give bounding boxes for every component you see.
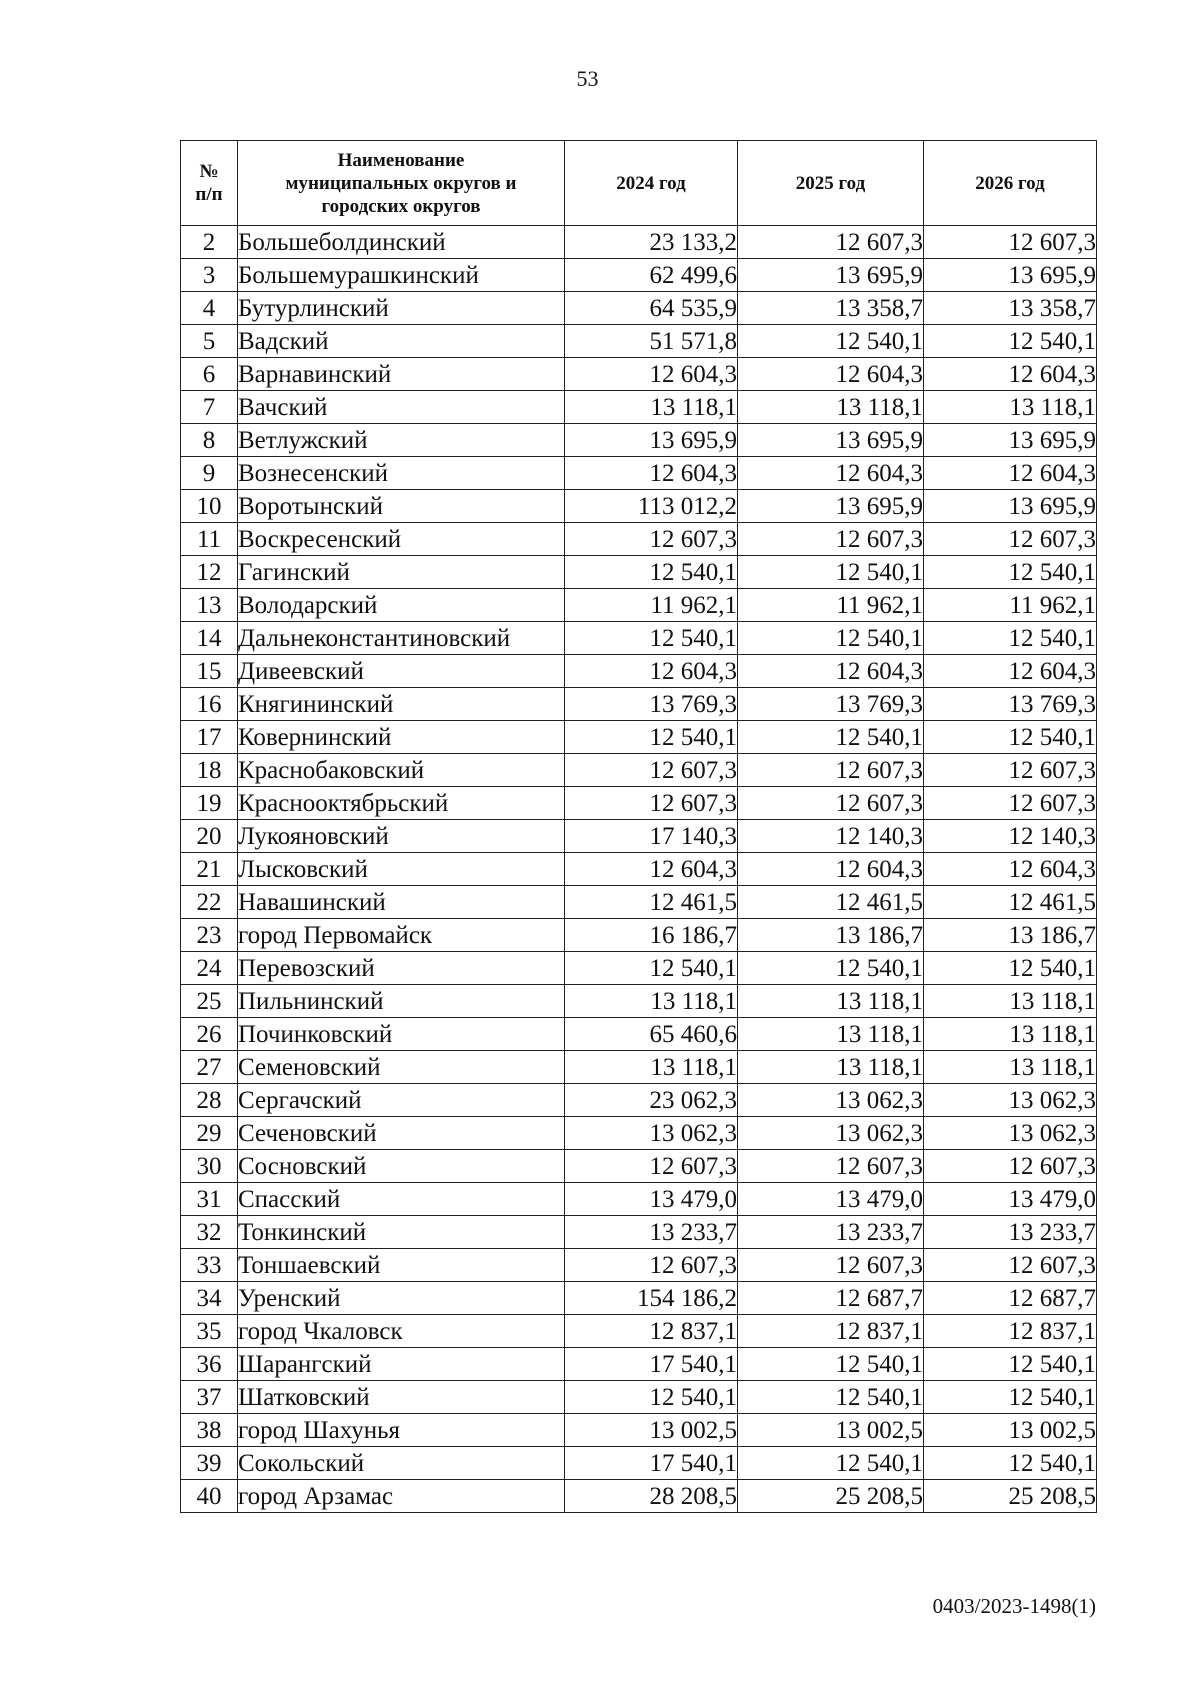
municipality-name-cell: Володарский bbox=[238, 589, 565, 622]
table-row bbox=[181, 787, 1097, 820]
municipality-name-cell: Лукояновский bbox=[238, 820, 565, 853]
value-2025-cell: 13 695,9 bbox=[738, 424, 924, 457]
row-number-cell: 39 bbox=[181, 1447, 238, 1480]
value-2025-cell: 12 461,5 bbox=[738, 886, 924, 919]
value-2026-cell: 12 604,3 bbox=[924, 457, 1097, 490]
municipality-name-cell: Краснооктябрьский bbox=[238, 787, 565, 820]
municipality-name-cell: Ветлужский bbox=[238, 424, 565, 457]
value-2026-cell: 13 002,5 bbox=[924, 1414, 1097, 1447]
value-2026-cell: 13 118,1 bbox=[924, 391, 1097, 424]
value-2025-cell: 13 479,0 bbox=[738, 1183, 924, 1216]
row-number-cell: 8 bbox=[181, 424, 238, 457]
municipality-name-cell: Спасский bbox=[238, 1183, 565, 1216]
value-2025-cell: 12 540,1 bbox=[738, 1447, 924, 1480]
row-number-cell: 13 bbox=[181, 589, 238, 622]
row-number-cell: 11 bbox=[181, 523, 238, 556]
value-2025-cell: 13 769,3 bbox=[738, 688, 924, 721]
table-row bbox=[181, 292, 1097, 325]
row-number-cell: 7 bbox=[181, 391, 238, 424]
value-2026-cell: 12 687,7 bbox=[924, 1282, 1097, 1315]
table-row bbox=[181, 1183, 1097, 1216]
value-2026-cell: 12 604,3 bbox=[924, 853, 1097, 886]
municipality-name-cell: Шатковский bbox=[238, 1381, 565, 1414]
value-2024-cell: 12 540,1 bbox=[565, 622, 738, 655]
value-2025-cell: 12 687,7 bbox=[738, 1282, 924, 1315]
value-2026-cell: 13 233,7 bbox=[924, 1216, 1097, 1249]
table-row bbox=[181, 1480, 1097, 1513]
value-2024-cell: 12 607,3 bbox=[565, 1249, 738, 1282]
municipality-name-cell: Дивеевский bbox=[238, 655, 565, 688]
table-row bbox=[181, 1084, 1097, 1117]
municipality-name-cell: Сеченовский bbox=[238, 1117, 565, 1150]
value-2024-cell: 13 062,3 bbox=[565, 1117, 738, 1150]
row-number-cell: 29 bbox=[181, 1117, 238, 1150]
value-2025-cell: 13 118,1 bbox=[738, 391, 924, 424]
municipality-name-cell: Княгининский bbox=[238, 688, 565, 721]
value-2024-cell: 154 186,2 bbox=[565, 1282, 738, 1315]
row-number-cell: 14 bbox=[181, 622, 238, 655]
value-2024-cell: 11 962,1 bbox=[565, 589, 738, 622]
municipality-name-cell: Пильнинский bbox=[238, 985, 565, 1018]
value-2026-cell: 13 118,1 bbox=[924, 1018, 1097, 1051]
value-2026-cell: 12 540,1 bbox=[924, 952, 1097, 985]
header-2024: 2024 год bbox=[565, 141, 738, 226]
value-2025-cell: 12 604,3 bbox=[738, 655, 924, 688]
value-2025-cell: 13 358,7 bbox=[738, 292, 924, 325]
value-2024-cell: 13 118,1 bbox=[565, 391, 738, 424]
value-2024-cell: 12 607,3 bbox=[565, 523, 738, 556]
value-2025-cell: 12 540,1 bbox=[738, 622, 924, 655]
value-2025-cell: 12 604,3 bbox=[738, 853, 924, 886]
municipality-name-cell: Вадский bbox=[238, 325, 565, 358]
value-2025-cell: 12 837,1 bbox=[738, 1315, 924, 1348]
value-2025-cell: 12 540,1 bbox=[738, 721, 924, 754]
table-row bbox=[181, 226, 1097, 259]
row-number-cell: 32 bbox=[181, 1216, 238, 1249]
value-2024-cell: 16 186,7 bbox=[565, 919, 738, 952]
municipality-name-cell: Починковский bbox=[238, 1018, 565, 1051]
municipality-name-cell: Сосновский bbox=[238, 1150, 565, 1183]
value-2025-cell: 12 604,3 bbox=[738, 358, 924, 391]
municipality-name-cell: Большеболдинский bbox=[238, 226, 565, 259]
row-number-cell: 24 bbox=[181, 952, 238, 985]
value-2025-cell: 13 186,7 bbox=[738, 919, 924, 952]
table-row bbox=[181, 820, 1097, 853]
table-row bbox=[181, 1018, 1097, 1051]
row-number-cell: 35 bbox=[181, 1315, 238, 1348]
value-2024-cell: 17 540,1 bbox=[565, 1447, 738, 1480]
value-2024-cell: 12 604,3 bbox=[565, 358, 738, 391]
table-row bbox=[181, 325, 1097, 358]
table-row bbox=[181, 523, 1097, 556]
row-number-cell: 4 bbox=[181, 292, 238, 325]
table-row bbox=[181, 622, 1097, 655]
value-2026-cell: 13 695,9 bbox=[924, 259, 1097, 292]
municipality-name-cell: Вознесенский bbox=[238, 457, 565, 490]
value-2026-cell: 12 607,3 bbox=[924, 523, 1097, 556]
row-number-cell: 31 bbox=[181, 1183, 238, 1216]
municipality-name-cell: Сергачский bbox=[238, 1084, 565, 1117]
value-2026-cell: 13 186,7 bbox=[924, 919, 1097, 952]
row-number-cell: 16 bbox=[181, 688, 238, 721]
municipality-name-cell: Большемурашкинский bbox=[238, 259, 565, 292]
document-code: 0403/2023-1498(1) bbox=[932, 1594, 1096, 1618]
header-num-label: № п/п bbox=[195, 161, 223, 205]
row-number-cell: 40 bbox=[181, 1480, 238, 1513]
table-row bbox=[181, 952, 1097, 985]
value-2026-cell: 13 118,1 bbox=[924, 1051, 1097, 1084]
municipality-name-cell: Бутурлинский bbox=[238, 292, 565, 325]
municipality-name-cell: город Первомайск bbox=[238, 919, 565, 952]
row-number-cell: 28 bbox=[181, 1084, 238, 1117]
value-2025-cell: 12 607,3 bbox=[738, 787, 924, 820]
value-2026-cell: 13 695,9 bbox=[924, 424, 1097, 457]
value-2024-cell: 12 540,1 bbox=[565, 556, 738, 589]
value-2024-cell: 65 460,6 bbox=[565, 1018, 738, 1051]
table-row bbox=[181, 688, 1097, 721]
value-2024-cell: 23 062,3 bbox=[565, 1084, 738, 1117]
value-2025-cell: 12 607,3 bbox=[738, 754, 924, 787]
row-number-cell: 37 bbox=[181, 1381, 238, 1414]
municipality-name-cell: Семеновский bbox=[238, 1051, 565, 1084]
value-2026-cell: 11 962,1 bbox=[924, 589, 1097, 622]
value-2026-cell: 12 604,3 bbox=[924, 358, 1097, 391]
row-number-cell: 25 bbox=[181, 985, 238, 1018]
row-number-cell: 12 bbox=[181, 556, 238, 589]
row-number-cell: 6 bbox=[181, 358, 238, 391]
row-number-cell: 26 bbox=[181, 1018, 238, 1051]
value-2025-cell: 12 540,1 bbox=[738, 556, 924, 589]
value-2026-cell: 12 540,1 bbox=[924, 622, 1097, 655]
table-row bbox=[181, 985, 1097, 1018]
table-header bbox=[181, 141, 1097, 226]
table-row bbox=[181, 1051, 1097, 1084]
municipality-name-cell: Сокольский bbox=[238, 1447, 565, 1480]
municipality-name-cell: город Шахунья bbox=[238, 1414, 565, 1447]
table-row bbox=[181, 754, 1097, 787]
value-2026-cell: 13 062,3 bbox=[924, 1084, 1097, 1117]
value-2026-cell: 13 358,7 bbox=[924, 292, 1097, 325]
table-row bbox=[181, 1348, 1097, 1381]
table-row bbox=[181, 1315, 1097, 1348]
municipality-name-cell: город Чкаловск bbox=[238, 1315, 565, 1348]
municipality-name-cell: Краснобаковский bbox=[238, 754, 565, 787]
value-2026-cell: 12 604,3 bbox=[924, 655, 1097, 688]
table-row bbox=[181, 457, 1097, 490]
header-name-label: Наименование муниципальных округов и городских округов bbox=[285, 149, 517, 217]
table-row bbox=[181, 1282, 1097, 1315]
value-2025-cell: 13 695,9 bbox=[738, 490, 924, 523]
table-row bbox=[181, 1381, 1097, 1414]
value-2024-cell: 12 607,3 bbox=[565, 1150, 738, 1183]
value-2024-cell: 17 140,3 bbox=[565, 820, 738, 853]
municipality-name-cell: Варнавинский bbox=[238, 358, 565, 391]
municipality-name-cell: Лысковский bbox=[238, 853, 565, 886]
value-2024-cell: 113 012,2 bbox=[565, 490, 738, 523]
value-2026-cell: 12 540,1 bbox=[924, 556, 1097, 589]
table-row bbox=[181, 721, 1097, 754]
row-number-cell: 33 bbox=[181, 1249, 238, 1282]
value-2025-cell: 13 062,3 bbox=[738, 1117, 924, 1150]
value-2025-cell: 25 208,5 bbox=[738, 1480, 924, 1513]
value-2026-cell: 12 837,1 bbox=[924, 1315, 1097, 1348]
value-2026-cell: 12 540,1 bbox=[924, 1348, 1097, 1381]
value-2024-cell: 13 118,1 bbox=[565, 985, 738, 1018]
table-row bbox=[181, 424, 1097, 457]
value-2026-cell: 12 461,5 bbox=[924, 886, 1097, 919]
value-2026-cell: 12 607,3 bbox=[924, 1249, 1097, 1282]
value-2025-cell: 12 540,1 bbox=[738, 325, 924, 358]
value-2025-cell: 13 118,1 bbox=[738, 1018, 924, 1051]
value-2025-cell: 12 540,1 bbox=[738, 1381, 924, 1414]
row-number-cell: 5 bbox=[181, 325, 238, 358]
value-2024-cell: 12 837,1 bbox=[565, 1315, 738, 1348]
table-row bbox=[181, 853, 1097, 886]
value-2024-cell: 12 604,3 bbox=[565, 853, 738, 886]
row-number-cell: 17 bbox=[181, 721, 238, 754]
municipality-name-cell: Дальнеконстантиновский bbox=[238, 622, 565, 655]
value-2024-cell: 12 604,3 bbox=[565, 655, 738, 688]
value-2026-cell: 12 607,3 bbox=[924, 787, 1097, 820]
value-2025-cell: 12 604,3 bbox=[738, 457, 924, 490]
value-2026-cell: 13 062,3 bbox=[924, 1117, 1097, 1150]
table-row bbox=[181, 1414, 1097, 1447]
value-2024-cell: 12 540,1 bbox=[565, 721, 738, 754]
header-name bbox=[238, 141, 565, 226]
value-2026-cell: 12 540,1 bbox=[924, 721, 1097, 754]
value-2026-cell: 12 140,3 bbox=[924, 820, 1097, 853]
row-number-cell: 3 bbox=[181, 259, 238, 292]
row-number-cell: 30 bbox=[181, 1150, 238, 1183]
value-2024-cell: 28 208,5 bbox=[565, 1480, 738, 1513]
table-row bbox=[181, 1150, 1097, 1183]
header-row bbox=[181, 141, 1097, 226]
row-number-cell: 9 bbox=[181, 457, 238, 490]
row-number-cell: 2 bbox=[181, 226, 238, 259]
municipality-name-cell: Гагинский bbox=[238, 556, 565, 589]
header-num bbox=[181, 141, 238, 226]
value-2024-cell: 13 233,7 bbox=[565, 1216, 738, 1249]
table-row bbox=[181, 1117, 1097, 1150]
value-2024-cell: 17 540,1 bbox=[565, 1348, 738, 1381]
value-2025-cell: 13 695,9 bbox=[738, 259, 924, 292]
value-2025-cell: 13 233,7 bbox=[738, 1216, 924, 1249]
row-number-cell: 27 bbox=[181, 1051, 238, 1084]
value-2025-cell: 13 002,5 bbox=[738, 1414, 924, 1447]
table-row bbox=[181, 1447, 1097, 1480]
table-row bbox=[181, 1249, 1097, 1282]
table-row bbox=[181, 919, 1097, 952]
row-number-cell: 19 bbox=[181, 787, 238, 820]
value-2026-cell: 12 540,1 bbox=[924, 1381, 1097, 1414]
municipality-name-cell: Вачский bbox=[238, 391, 565, 424]
table-row bbox=[181, 655, 1097, 688]
value-2026-cell: 13 479,0 bbox=[924, 1183, 1097, 1216]
value-2024-cell: 62 499,6 bbox=[565, 259, 738, 292]
municipality-name-cell: Уренский bbox=[238, 1282, 565, 1315]
value-2025-cell: 11 962,1 bbox=[738, 589, 924, 622]
value-2024-cell: 23 133,2 bbox=[565, 226, 738, 259]
table-row bbox=[181, 259, 1097, 292]
value-2024-cell: 12 607,3 bbox=[565, 754, 738, 787]
table-row bbox=[181, 589, 1097, 622]
municipality-name-cell: Воротынский bbox=[238, 490, 565, 523]
table-row bbox=[181, 391, 1097, 424]
value-2025-cell: 12 607,3 bbox=[738, 1150, 924, 1183]
value-2024-cell: 12 540,1 bbox=[565, 952, 738, 985]
municipality-name-cell: Шарангский bbox=[238, 1348, 565, 1381]
value-2024-cell: 64 535,9 bbox=[565, 292, 738, 325]
municipality-name-cell: Воскресенский bbox=[238, 523, 565, 556]
value-2024-cell: 13 695,9 bbox=[565, 424, 738, 457]
value-2026-cell: 25 208,5 bbox=[924, 1480, 1097, 1513]
value-2024-cell: 13 002,5 bbox=[565, 1414, 738, 1447]
header-2025: 2025 год bbox=[738, 141, 924, 226]
value-2024-cell: 12 604,3 bbox=[565, 457, 738, 490]
value-2026-cell: 12 540,1 bbox=[924, 1447, 1097, 1480]
value-2024-cell: 12 461,5 bbox=[565, 886, 738, 919]
municipality-name-cell: Навашинский bbox=[238, 886, 565, 919]
table-row bbox=[181, 886, 1097, 919]
municipality-name-cell: Перевозский bbox=[238, 952, 565, 985]
value-2026-cell: 13 695,9 bbox=[924, 490, 1097, 523]
row-number-cell: 23 bbox=[181, 919, 238, 952]
page-number: 53 bbox=[576, 66, 599, 91]
value-2025-cell: 13 118,1 bbox=[738, 985, 924, 1018]
value-2026-cell: 12 607,3 bbox=[924, 226, 1097, 259]
value-2026-cell: 12 540,1 bbox=[924, 325, 1097, 358]
value-2025-cell: 12 607,3 bbox=[738, 226, 924, 259]
table-row bbox=[181, 490, 1097, 523]
row-number-cell: 20 bbox=[181, 820, 238, 853]
row-number-cell: 18 bbox=[181, 754, 238, 787]
value-2024-cell: 51 571,8 bbox=[565, 325, 738, 358]
value-2025-cell: 12 607,3 bbox=[738, 523, 924, 556]
row-number-cell: 36 bbox=[181, 1348, 238, 1381]
municipality-name-cell: Тоншаевский bbox=[238, 1249, 565, 1282]
value-2026-cell: 12 607,3 bbox=[924, 1150, 1097, 1183]
row-number-cell: 22 bbox=[181, 886, 238, 919]
table-row bbox=[181, 358, 1097, 391]
municipality-name-cell: Ковернинский bbox=[238, 721, 565, 754]
value-2026-cell: 13 769,3 bbox=[924, 688, 1097, 721]
value-2025-cell: 13 118,1 bbox=[738, 1051, 924, 1084]
table-row bbox=[181, 556, 1097, 589]
budget-table bbox=[180, 140, 1097, 1513]
header-2026: 2026 год bbox=[924, 141, 1097, 226]
municipality-name-cell: Тонкинский bbox=[238, 1216, 565, 1249]
value-2024-cell: 12 540,1 bbox=[565, 1381, 738, 1414]
value-2025-cell: 12 140,3 bbox=[738, 820, 924, 853]
table-body bbox=[181, 226, 1097, 1513]
value-2026-cell: 12 607,3 bbox=[924, 754, 1097, 787]
value-2025-cell: 12 607,3 bbox=[738, 1249, 924, 1282]
value-2025-cell: 12 540,1 bbox=[738, 952, 924, 985]
row-number-cell: 38 bbox=[181, 1414, 238, 1447]
value-2024-cell: 12 607,3 bbox=[565, 787, 738, 820]
row-number-cell: 15 bbox=[181, 655, 238, 688]
municipality-name-cell: город Арзамас bbox=[238, 1480, 565, 1513]
value-2024-cell: 13 479,0 bbox=[565, 1183, 738, 1216]
table-row bbox=[181, 1216, 1097, 1249]
row-number-cell: 10 bbox=[181, 490, 238, 523]
value-2024-cell: 13 118,1 bbox=[565, 1051, 738, 1084]
value-2026-cell: 13 118,1 bbox=[924, 985, 1097, 1018]
value-2025-cell: 12 540,1 bbox=[738, 1348, 924, 1381]
value-2025-cell: 13 062,3 bbox=[738, 1084, 924, 1117]
row-number-cell: 34 bbox=[181, 1282, 238, 1315]
row-number-cell: 21 bbox=[181, 853, 238, 886]
value-2024-cell: 13 769,3 bbox=[565, 688, 738, 721]
